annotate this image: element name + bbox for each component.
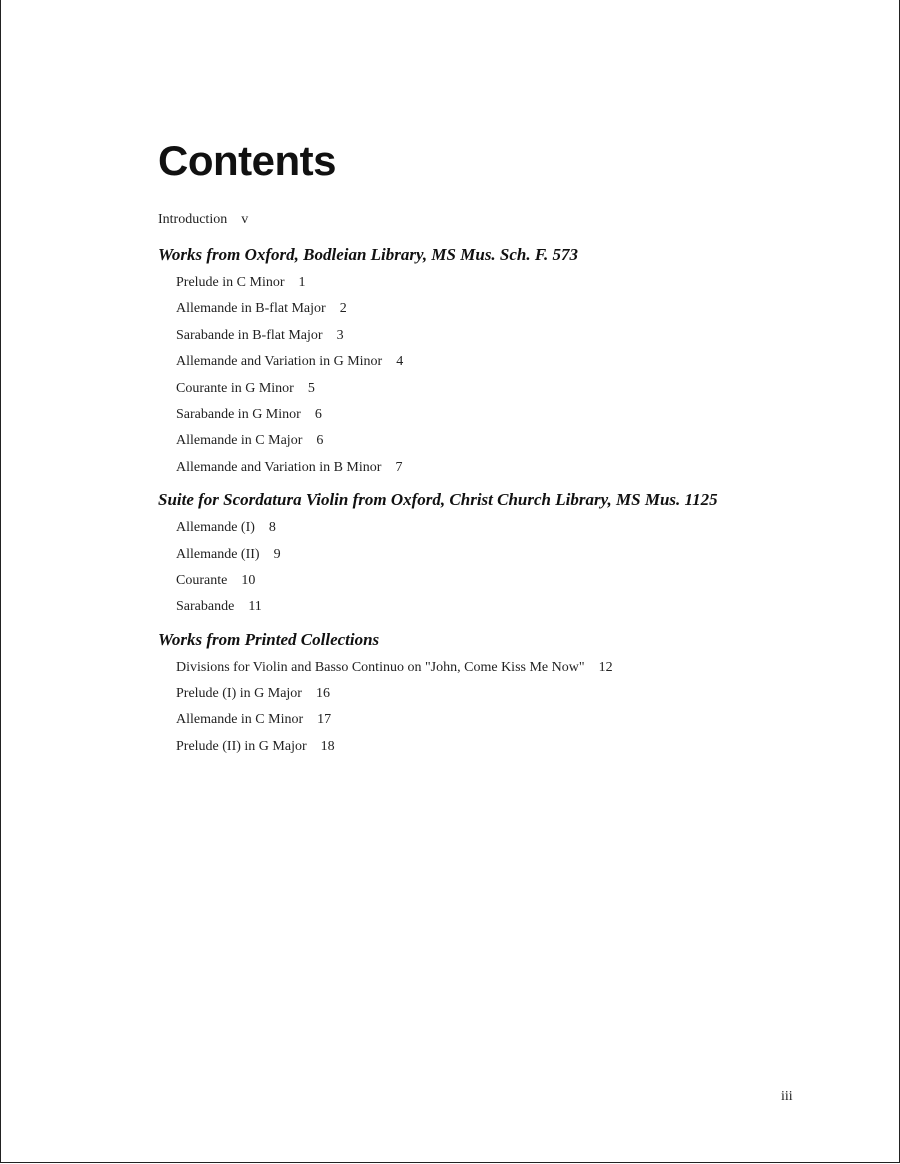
entry-title: Allemande in C Minor <box>176 712 304 728</box>
page-title: Contents <box>158 137 336 184</box>
toc-entry[interactable] <box>176 402 858 428</box>
entry-title: Courante <box>176 572 228 588</box>
section-entries-christ-church <box>158 515 858 621</box>
toc-entry[interactable] <box>176 734 858 760</box>
toc-entry[interactable] <box>176 568 858 594</box>
toc-entry[interactable] <box>176 515 858 541</box>
toc-entry[interactable] <box>176 428 858 454</box>
entry-page-number: 17 <box>317 712 332 728</box>
entry-title: Allemande in B-flat Major <box>176 301 326 317</box>
entry-page-number: 7 <box>395 459 403 475</box>
entry-page-number: 12 <box>598 659 613 675</box>
entry-title: Courante in G Minor <box>176 380 294 396</box>
entry-title: Allemande (II) <box>176 546 260 562</box>
toc-entry[interactable] <box>176 270 858 296</box>
section-entries-bodleian <box>158 270 858 481</box>
entry-page-number: 11 <box>248 599 262 615</box>
toc-entry[interactable] <box>176 655 858 681</box>
entry-page-number: 5 <box>307 380 315 396</box>
section-entries-printed-collections <box>158 655 858 761</box>
toc-entry-introduction[interactable] <box>158 210 858 230</box>
entry-page-number: 2 <box>339 301 347 317</box>
entry-title: Allemande and Variation in G Minor <box>176 354 383 370</box>
toc-entry[interactable] <box>176 681 858 707</box>
section-heading-christ-church: Suite for Scordatura Violin from Oxford, Christ Church Library, MS Mus. 1125 <box>158 490 718 510</box>
entry-title: Sarabande in G Minor <box>176 406 301 422</box>
entry-title: Allemande (I) <box>176 520 255 536</box>
entry-title: Prelude (II) in G Major <box>176 738 307 754</box>
entry-page-number: v <box>241 212 249 227</box>
toc-entry[interactable] <box>176 707 858 733</box>
entry-page-number: 4 <box>396 354 404 370</box>
entry-page-number: 9 <box>273 546 281 562</box>
entry-page-number: 1 <box>298 275 306 290</box>
entry-title: Prelude (I) in G Major <box>176 686 302 702</box>
toc-entry[interactable] <box>176 455 858 481</box>
toc-entry[interactable] <box>176 542 858 568</box>
folio-page-number: iii <box>781 1089 793 1104</box>
toc-entry[interactable] <box>176 594 858 620</box>
toc-entry[interactable] <box>176 323 858 349</box>
entry-title: Divisions for Violin and Basso Continuo on "John, Come Kiss Me Now" <box>176 659 585 675</box>
toc-entry[interactable] <box>176 349 858 375</box>
entry-page-number: 8 <box>268 520 276 536</box>
entry-title: Sarabande <box>176 599 235 615</box>
table-of-contents <box>158 210 858 768</box>
entry-page-number: 16 <box>315 686 330 702</box>
entry-title: Sarabande in B-flat Major <box>176 327 323 343</box>
entry-title: Allemande and Variation in B Minor <box>176 459 382 475</box>
section-heading-bodleian: Works from Oxford, Bodleian Library, MS Mus. Sch. F. 573 <box>158 245 579 264</box>
entry-page-number: 6 <box>314 406 322 422</box>
entry-page-number: 3 <box>336 327 344 343</box>
section-heading-printed-collections: Works from Printed Collections <box>158 629 380 649</box>
entry-title: Allemande in C Major <box>176 433 303 449</box>
entry-title: Introduction <box>158 212 228 227</box>
entry-title: Prelude in C Minor <box>176 275 285 290</box>
toc-entry[interactable] <box>176 296 858 322</box>
toc-entry[interactable] <box>176 376 858 402</box>
entry-page-number: 18 <box>320 738 335 754</box>
entry-page-number: 10 <box>241 572 256 588</box>
entry-page-number: 6 <box>316 433 324 449</box>
